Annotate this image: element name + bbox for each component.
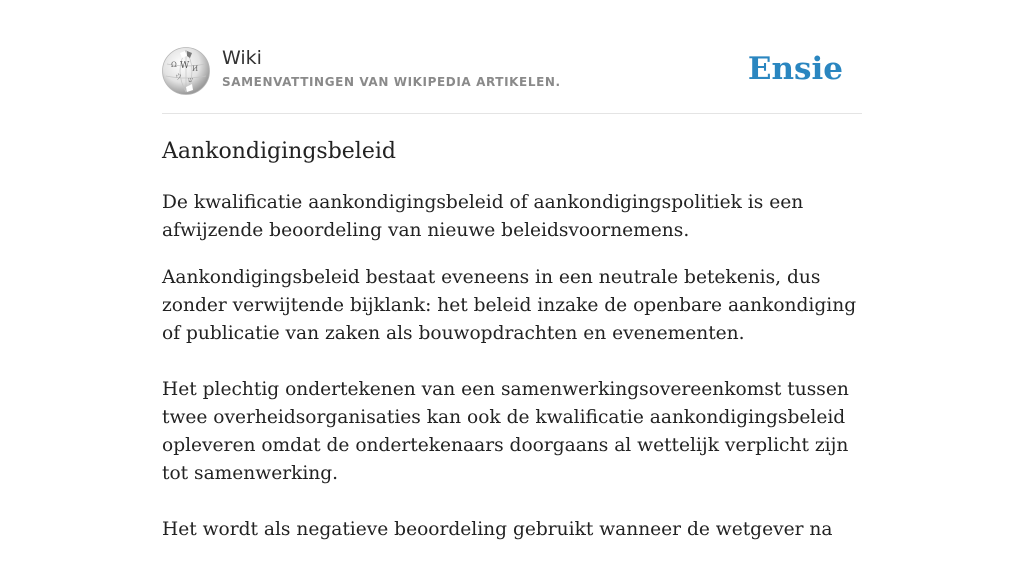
wikipedia-globe-icon[interactable] xyxy=(162,47,210,95)
content-container xyxy=(162,0,862,540)
site-header xyxy=(162,0,862,114)
svg-text:ウ: ウ xyxy=(175,73,182,81)
article-title: Aankondigingsbeleid xyxy=(162,139,396,164)
site-subtitle: SAMENVATTINGEN VAN WIKIPEDIA ARTIKELEN. xyxy=(222,75,561,89)
brand-logo-link[interactable]: Ensie xyxy=(747,51,843,87)
article-lead-paragraph: De kwalificatie aankondigingsbeleid of aankondigingspolitiek is een afwijzende beoordeling van nieuwe beleidsvoornemens. xyxy=(162,192,804,241)
article-paragraph: Het wordt als negatieve beoordeling gebruikt wanneer de wetgever na xyxy=(162,519,833,540)
svg-text:ש: ש xyxy=(188,76,193,84)
site-title[interactable]: Wiki xyxy=(222,47,262,69)
article-paragraph: Aankondigingsbeleid bestaat eveneens in een neutrale betekenis, dus zonder verwijtende bijklank: het beleid inzake de openbare aankondiging of publicatie van zaken als bouwopdrachten en evenementen. xyxy=(162,267,857,344)
svg-text:W: W xyxy=(180,61,190,71)
svg-text:Ω: Ω xyxy=(171,61,177,69)
article-paragraph: Het plechtig ondertekenen van een samenwerkingsovereenkomst tussen twee overheidsorganisaties kan ook de kwalificatie aankondigingsbeleid opleveren omdat de ondertekenaars doorgaans al wettelijk verplicht zijn tot samenwerking. xyxy=(162,379,849,484)
svg-text:И: И xyxy=(192,65,199,73)
article-body xyxy=(162,189,862,572)
